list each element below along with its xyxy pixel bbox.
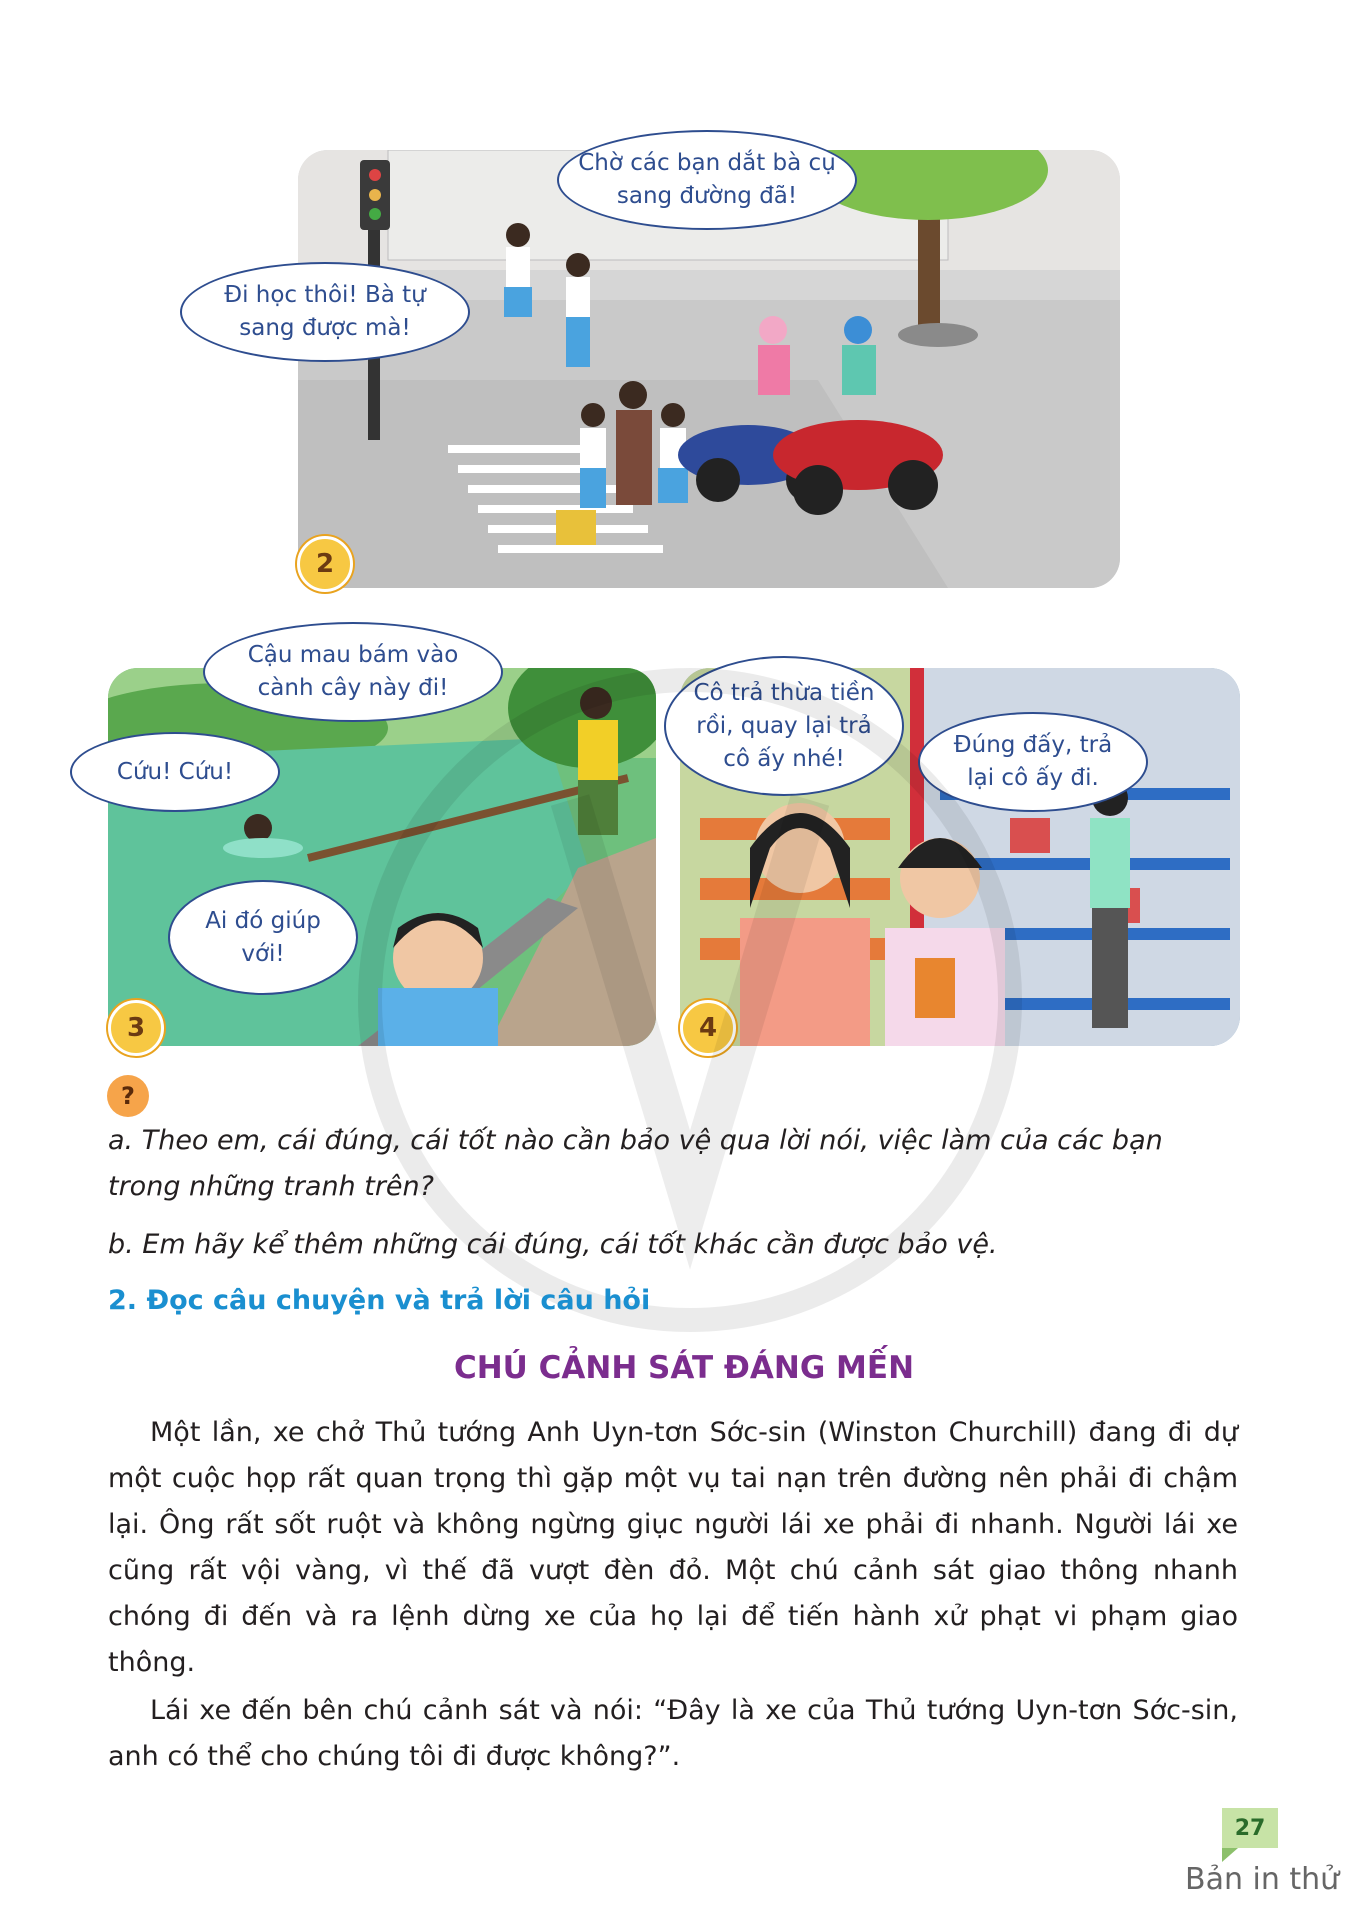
speech-bubble-p2-top: Chờ các bạn dắt bà cụ sang đường đã! [557,130,857,230]
draft-label: Bản in thử [1185,1862,1340,1897]
panel-number-3: 3 [108,1000,164,1056]
question-b: b. Em hãy kể thêm những cái đúng, cái tốt khác cần được bảo vệ. [108,1229,998,1260]
question-a: a. Theo em, cái đúng, cái tốt nào cần bảo vệ qua lời nói, việc làm của các bạn trong những tranh trên? [108,1125,1163,1202]
story-paragraph-2: Lái xe đến bên chú cảnh sát và nói: “Đây là xe của Thủ tướng Uyn-tơn Sớc-sin, anh có thể cho chúng tôi đi được không?”. [108,1695,1238,1772]
section-heading: 2. Đọc câu chuyện và trả lời câu hỏi [108,1285,651,1316]
speech-bubble-p3-bottom: Ai đó giúp với! [168,880,358,995]
page-number: 27 [1222,1808,1278,1848]
story-title: CHÚ CẢNH SÁT ĐÁNG MẾN [453,1350,915,1386]
speech-bubble-p2-left: Đi học thôi! Bà tự sang được mà! [180,262,470,362]
question-icon: ? [107,1075,149,1117]
speech-bubble-p3-left: Cứu! Cứu! [70,732,280,812]
page-number-tab [1222,1848,1238,1862]
panel-number-2: 2 [297,536,353,592]
speech-bubble-p4-right: Đúng đấy, trả lại cô ấy đi. [918,712,1148,812]
speech-bubble-p4-left: Cô trả thừa tiền rồi, quay lại trả cô ấy nhé! [664,656,904,796]
story-paragraph-1: Một lần, xe chở Thủ tướng Anh Uyn-tơn Sớc-sin (Winston Churchill) đang đi dự một cuộc họp rất quan trọng thì gặp một vụ tai nạn trên đường nên phải đi chậm lại. Ông rất sốt ruột và không ngừng giục người lái xe phải đi nhanh. Người lái xe cũng rất vội vàng, vì thế đã vượt đèn đỏ. Một chú cảnh sát giao thông nhanh chóng đi đến và ra lệnh dừng xe của họ lại để tiến hành xử phạt vi phạm giao thông. [108,1417,1238,1678]
speech-bubble-p3-top: Cậu mau bám vào cành cây này đi! [203,622,503,722]
panel-number-4: 4 [680,1000,736,1056]
